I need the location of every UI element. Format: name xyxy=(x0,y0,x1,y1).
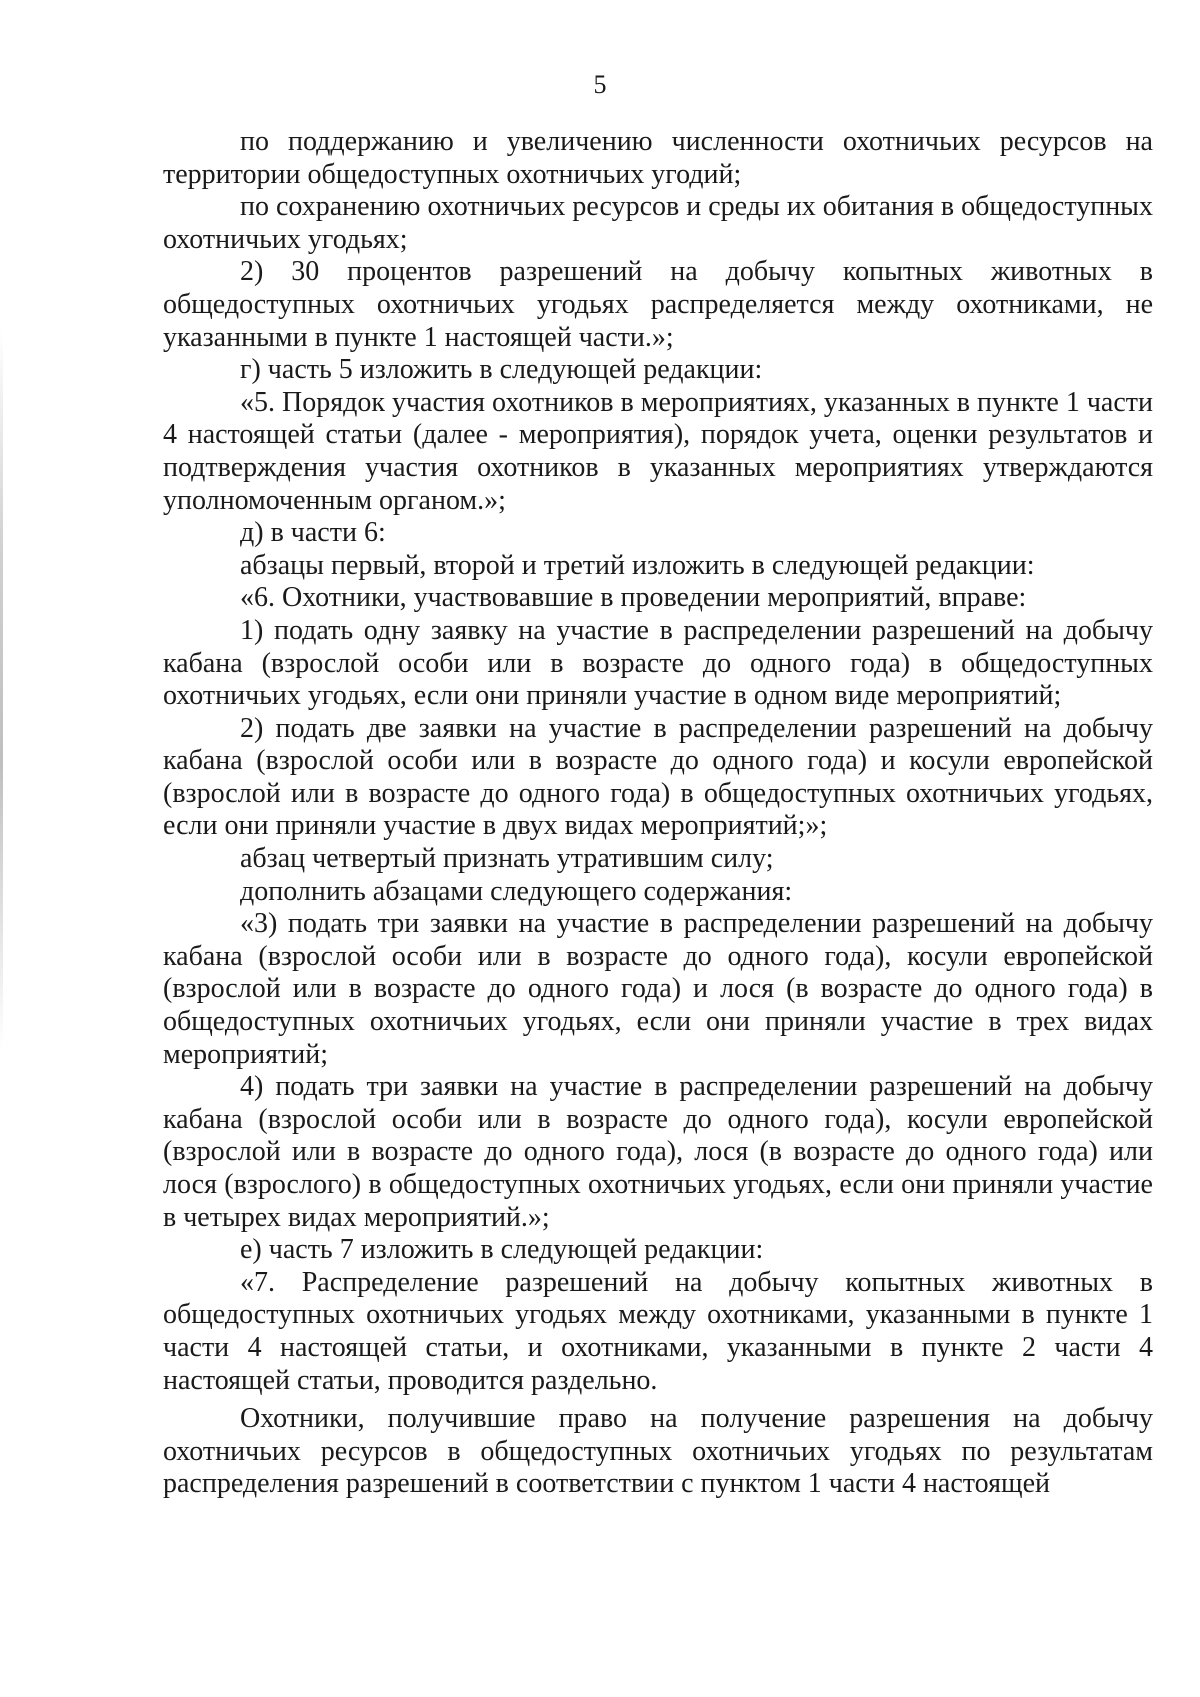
paragraph: 2) подать две заявки на участие в распределении разрешений на добычу кабана (взрослой особи или в возрасте до одного года) и косули европейской (взрослой или в возрасте до одного года) в общедоступных охотничьих угодьях, если они приняли участие в двух видах мероприятий;»; xyxy=(163,712,1153,842)
scan-edge-shadow xyxy=(0,330,3,1050)
paragraph: г) часть 5 изложить в следующей редакции: xyxy=(240,354,763,386)
paragraph: 2) 30 процентов разрешений на добычу копытных животных в общедоступных охотничьих угодьях распределяется между охотниками, не указанными в пункте 1 настоящей части.»; xyxy=(163,256,1153,353)
paragraph: абзац четвертый признать утратившим силу; xyxy=(240,843,774,875)
paragraph: 1) подать одну заявку на участие в распределении разрешений на добычу кабана (взрослой особи или в возрасте до одного года) в общедоступных охотничьих угодьях, если они приняли участие в одном виде мероприятий; xyxy=(163,614,1153,712)
paragraph: д) в части 6: xyxy=(240,517,386,549)
paragraph: по поддержанию и увеличению численности охотничьих ресурсов на территории общедоступных охотничьих угодий; xyxy=(163,126,1153,190)
paragraph: абзацы первый, второй и третий изложить в следующей редакции: xyxy=(240,549,1035,581)
document-body xyxy=(163,126,1153,1501)
paragraph: «7. Распределение разрешений на добычу копытных животных в общедоступных охотничьих угодьях между охотниками, указанными в пункте 1 части 4 настоящей статьи, и охотниками, указанными в пункте 2 части 4 настоящей статьи, проводится раздельно. xyxy=(163,1266,1153,1396)
paragraph: по сохранению охотничьих ресурсов и среды их обитания в общедоступных охотничьих угодьях; xyxy=(163,191,1153,255)
paragraph: е) часть 7 изложить в следующей редакции: xyxy=(240,1234,764,1266)
paragraph: «3) подать три заявки на участие в распределении разрешений на добычу кабана (взрослой особи или в возрасте до одного года), косули европейской (взрослой или в возрасте до одного года) и лося (в возрасте до одного года) в общедоступных охотничьих угодьях, если они приняли участие в трех видах мероприятий; xyxy=(163,908,1153,1070)
paragraph: 4) подать три заявки на участие в распределении разрешений на добычу кабана (взрослой особи или в возрасте до одного года), косули европейской (взрослой или в возрасте до одного года), лося (в возрасте до одного года) или лося (взрослого) в общедоступных охотничьих угодьях, если они приняли участие в четырех видах мероприятий.»; xyxy=(163,1071,1153,1233)
paragraph: «6. Охотники, участвовавшие в проведении мероприятий, вправе: xyxy=(240,582,1027,614)
paragraph: Охотники, получившие право на получение разрешения на добычу охотничьих ресурсов в общедоступных охотничьих угодьях по результатам распределения разрешений в соответствии с пунктом 1 части 4 настоящей xyxy=(163,1403,1153,1500)
paragraph: «5. Порядок участия охотников в мероприятиях, указанных в пункте 1 части 4 настоящей статьи (далее - мероприятия), порядок учета, оценки результатов и подтверждения участия охотников в указанных мероприятиях утверждаются уполномоченным органом.»; xyxy=(163,386,1153,516)
paragraph: дополнить абзацами следующего содержания: xyxy=(240,875,793,907)
page-number: 5 xyxy=(593,70,607,99)
